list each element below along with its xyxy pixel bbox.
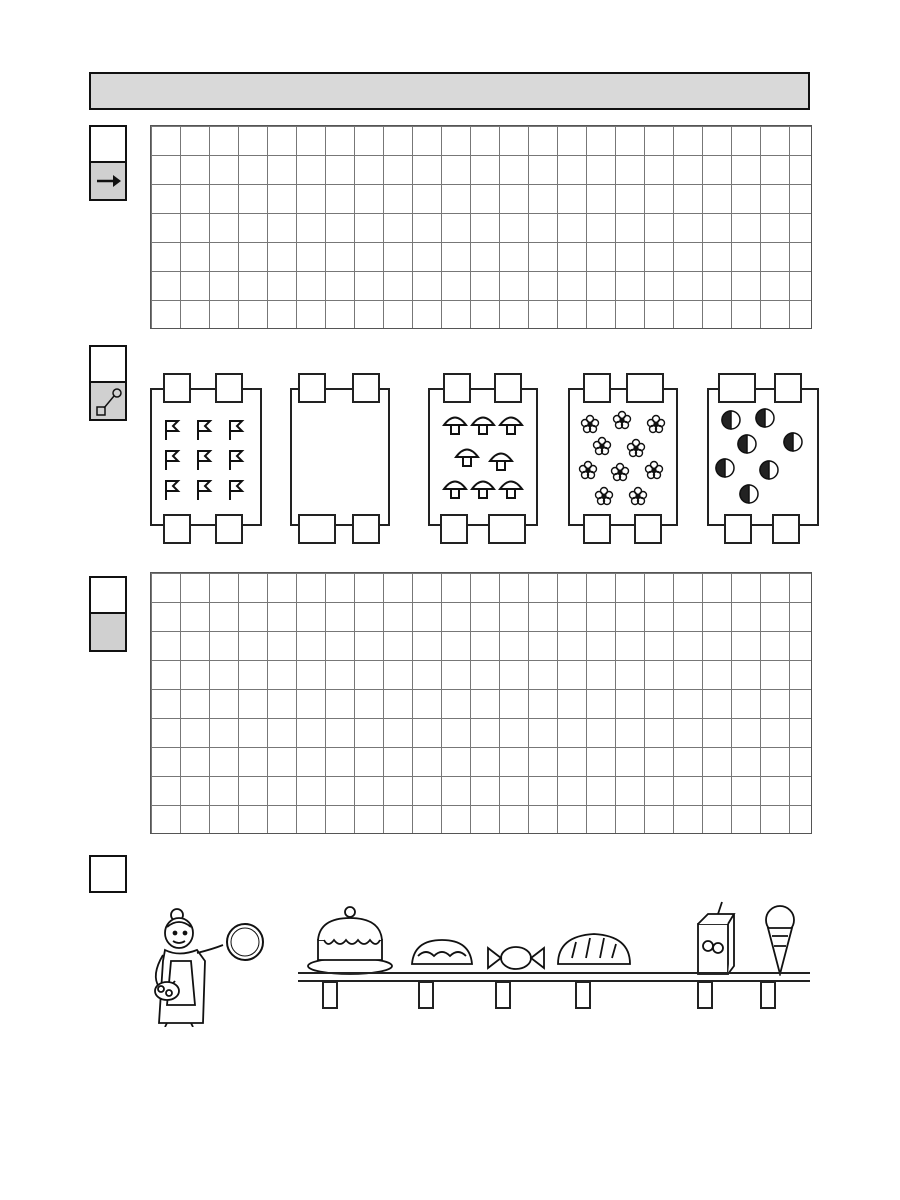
- pie-icon: [412, 940, 472, 964]
- card5-top-left-box[interactable]: [718, 373, 756, 403]
- card2-bottom-right-box[interactable]: [352, 514, 380, 544]
- card-flags: [150, 388, 262, 526]
- task-icon-1: [89, 163, 127, 201]
- card2-bottom-left-box[interactable]: [298, 514, 336, 544]
- candy-icon: [488, 947, 544, 969]
- card1-bottom-left-box[interactable]: [163, 514, 191, 544]
- task-number-2: [89, 345, 127, 383]
- card4-top-right-box[interactable]: [626, 373, 664, 403]
- top-shelf-items: [300, 900, 812, 976]
- card5-bottom-left-box[interactable]: [724, 514, 752, 544]
- card4-bottom-left-box[interactable]: [583, 514, 611, 544]
- price-candy: [495, 981, 511, 1009]
- card4-top-left-box[interactable]: [583, 373, 611, 403]
- balls-picture: [709, 390, 817, 524]
- task-icon-2: [89, 383, 127, 421]
- task3-grid[interactable]: [150, 572, 812, 834]
- card3-bottom-right-box[interactable]: [488, 514, 526, 544]
- juice-box-icon: [698, 902, 734, 974]
- flags-picture: [152, 390, 260, 524]
- compare-signs-icon: [89, 614, 127, 652]
- card4-bottom-right-box[interactable]: [634, 514, 662, 544]
- task-number-1: [89, 125, 127, 163]
- card-flowers: [568, 388, 678, 526]
- task-number-4: [89, 855, 127, 893]
- price-cake: [322, 981, 338, 1009]
- card1-top-left-box[interactable]: [163, 373, 191, 403]
- card5-bottom-right-box[interactable]: [772, 514, 800, 544]
- arrow-right-icon: [91, 163, 125, 199]
- price-pie: [418, 981, 434, 1009]
- cake-icon: [308, 907, 392, 974]
- card3-top-left-box[interactable]: [443, 373, 471, 403]
- line-connect-icon: [91, 383, 125, 419]
- mushrooms-picture: [430, 390, 536, 524]
- task-number-3: [89, 576, 127, 614]
- topic-header: [89, 72, 810, 110]
- top-shelf: [298, 972, 810, 982]
- task1-grid[interactable]: [150, 125, 812, 329]
- card-empty: [290, 388, 390, 526]
- card5-top-right-box[interactable]: [774, 373, 802, 403]
- card1-bottom-right-box[interactable]: [215, 514, 243, 544]
- price-juice: [697, 981, 713, 1009]
- coin-icon: [227, 924, 263, 960]
- flowers-picture: [570, 390, 676, 524]
- bread-icon: [558, 934, 630, 964]
- card-mushrooms: [428, 388, 538, 526]
- price-ice-cream: [760, 981, 776, 1009]
- grandmother-illustration: [145, 905, 295, 1027]
- price-bread: [575, 981, 591, 1009]
- card1-top-right-box[interactable]: [215, 373, 243, 403]
- card2-top-right-box[interactable]: [352, 373, 380, 403]
- card2-top-left-box[interactable]: [298, 373, 326, 403]
- card3-top-right-box[interactable]: [494, 373, 522, 403]
- card3-bottom-left-box[interactable]: [440, 514, 468, 544]
- ice-cream-icon: [766, 906, 794, 974]
- card-balls: [707, 388, 819, 526]
